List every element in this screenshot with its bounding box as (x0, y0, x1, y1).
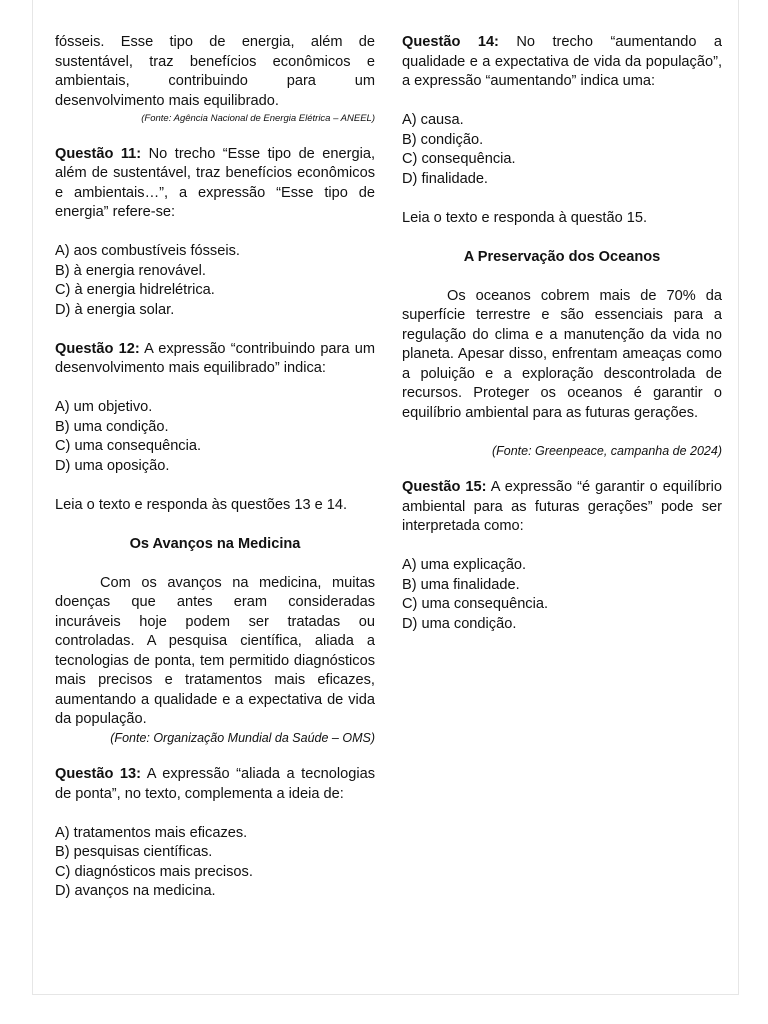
option: C) uma consequência. (402, 596, 549, 612)
text-title-oceanos: A Preservação dos Oceanos (463, 248, 661, 265)
option: B) uma finalidade. (402, 576, 520, 593)
question-14-label: Questão 14: (402, 34, 499, 50)
option: B) à energia renovável. (55, 262, 206, 279)
question-13-text: A expressão “aliada a tecnologias de ponta”, no texto, complementa a ideia de: (55, 766, 375, 802)
option: D) à energia solar. (55, 301, 175, 318)
right-column (402, 33, 722, 634)
question-14-text: No trecho “aumentando a qualidade e a expectativa de vida da população”, a expressão “aumentando” indica uma: (402, 34, 722, 89)
instruction-15: Leia o texto e responda à questão 15. (402, 209, 648, 226)
text-source-oms: (Fonte: Organização Mundial da Saúde – OMS) (110, 730, 375, 745)
option: A) aos combustíveis fósseis. (55, 243, 240, 259)
option: B) pesquisas científicas. (55, 844, 213, 860)
option: B) uma condição. (55, 418, 169, 435)
question-11-label: Questão 11: (55, 145, 142, 162)
option: B) condição. (402, 131, 484, 148)
text-body-oceanos: Os oceanos cobrem mais de 70% da superfície terrestre e são essenciais para a regulação do clima e a manutenção da vida no planeta. Apesar disso, enfrentam ameaças como a poluição e a exploração descontrolada de recursos. Proteger os oceanos é garantir o equilíbrio ambiental para as futuras gerações. (402, 287, 722, 421)
text-body-medicina: Com os avanços na medicina, muitas doenças que antes eram consideradas incuráveis hoje podem ser tratadas ou controladas. A pesquisa científica, aliada a tecnologias de ponta, tem permitido diagnósticos mais precisos e tratamentos mais eficazes, aumentando a qualidade e a expectativa de vida da população. (55, 574, 375, 727)
question-11-options (55, 242, 375, 320)
question-11 (55, 145, 375, 223)
instruction-13-14: Leia o texto e responda às questões 13 e 14. (55, 496, 348, 513)
question-15-label: Questão 15: (402, 479, 487, 495)
question-13 (55, 765, 375, 804)
option: A) tratamentos mais eficazes. (55, 824, 248, 841)
intro-source: (Fonte: Agência Nacional de Energia Elétrica – ANEEL) (141, 113, 375, 124)
question-14-options (402, 111, 722, 189)
option: C) consequência. (402, 151, 516, 167)
option: C) à energia hidrelétrica. (55, 282, 215, 298)
question-12-text: A expressão “contribuindo para um desenvolvimento mais equilibrado” indica: (55, 340, 375, 376)
option: A) uma explicação. (402, 557, 527, 573)
option: D) finalidade. (402, 170, 488, 187)
question-13-options (55, 824, 375, 902)
intro-text: fósseis. Esse tipo de energia, além de sustentável, traz benefícios econômicos e ambientais, contribuindo para um desenvolvimento mais equilibrado. (55, 34, 375, 109)
option: C) diagnósticos mais precisos. (55, 863, 253, 880)
question-14 (402, 33, 722, 92)
option: C) uma consequência. (55, 438, 202, 454)
option: A) causa. (402, 112, 464, 128)
left-column (55, 33, 375, 902)
question-15-text: A expressão “é garantir o equilíbrio ambiental para as futuras gerações” pode ser interpretada como: (402, 479, 722, 534)
question-13-label: Questão 13: (55, 766, 142, 782)
question-12 (55, 340, 375, 379)
question-11-text: No trecho “Esse tipo de energia, além de sustentável, traz benefícios econômicos e ambientais…”, a expressão “Esse tipo de energia” refere-se: (55, 145, 376, 220)
question-12-options (55, 398, 375, 476)
option: D) avanços na medicina. (55, 883, 216, 899)
option: D) uma oposição. (55, 457, 170, 474)
question-15-options (402, 556, 722, 634)
text-title-medicina: Os Avanços na Medicina (129, 535, 301, 552)
option: D) uma condição. (402, 615, 517, 632)
question-12-label: Questão 12: (55, 340, 140, 357)
text-source-greenpeace: (Fonte: Greenpeace, campanha de 2024) (491, 443, 722, 458)
question-15 (402, 478, 722, 537)
option: A) um objetivo. (55, 399, 153, 415)
